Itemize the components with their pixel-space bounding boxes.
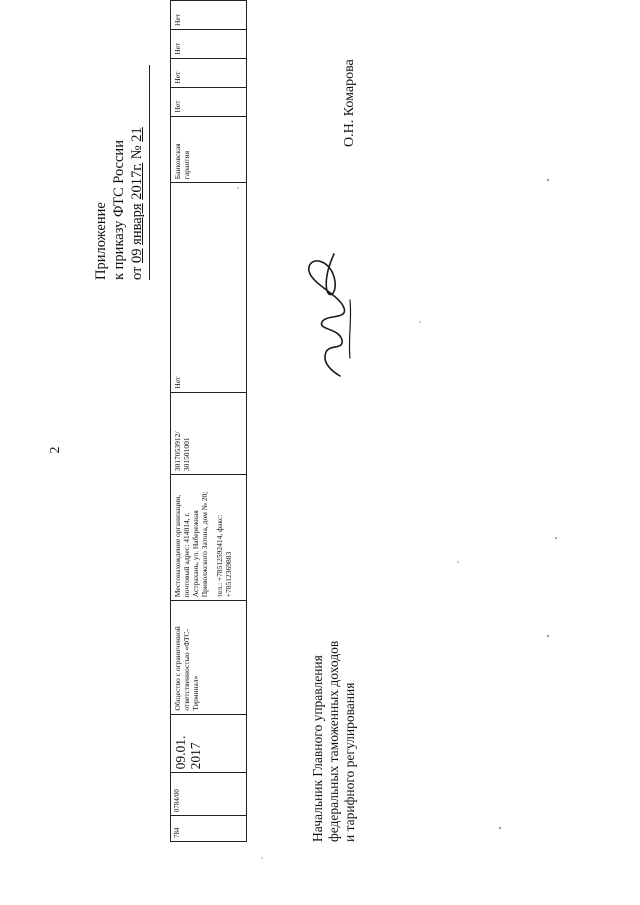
signatory-name: О.Н. Комарова [342, 59, 357, 147]
signatory-title [310, 641, 358, 842]
cell-col11: Нет [171, 29, 247, 58]
cell-inn-kpp: 3017053912/ 301501001 [171, 392, 247, 475]
signatory-title-line3: и тарифного регулирования [342, 682, 357, 842]
appendix-title: Приложение [93, 202, 109, 280]
cell-col7: Нет [171, 183, 247, 392]
registry-table [170, 0, 247, 842]
appendix-date-prefix: от [129, 266, 145, 280]
table-row [171, 1, 247, 842]
cell-address [171, 475, 247, 601]
cell-col12: Нет [171, 1, 247, 30]
appendix-order-reference: к приказу ФТС России [111, 140, 127, 280]
appendix-date-line [128, 65, 146, 280]
cell-col10: Нет [171, 58, 247, 87]
cell-col2: 0784/00 [171, 773, 247, 816]
appendix-day: 09 [129, 248, 145, 263]
signatory-title-line2: федеральных таможенных доходов [326, 640, 341, 842]
handwritten-signature [292, 250, 362, 380]
appendix-number-label: № [129, 145, 145, 160]
cell-organization: Общество с ограниченной ответственностью «ФТС-Терминал» [171, 601, 247, 714]
cell-col9: Нет [171, 87, 247, 116]
appendix-number: 21 [129, 127, 145, 142]
signatory-title-line1: Начальник Главного управления [310, 655, 325, 842]
appendix-month: января [129, 203, 145, 245]
page-number: 2 [48, 446, 63, 454]
appendix-underline [149, 65, 150, 280]
cell-address-location: Местонахождение организации, почтовый адрес: 414014, г. Астрахань, ул. Набережная Приволжского Затона, дом № 20; [173, 491, 209, 598]
appendix-year: 2017г. [129, 162, 145, 200]
cell-address-contacts: тел.: +78512592414, факс: +78512369883 [215, 514, 233, 598]
cell-col1: 784 [171, 816, 247, 842]
cell-date: 09.01. 2017 [171, 714, 247, 773]
appendix-header [92, 65, 150, 280]
cell-guarantee: Банковская гарантия [171, 116, 247, 183]
